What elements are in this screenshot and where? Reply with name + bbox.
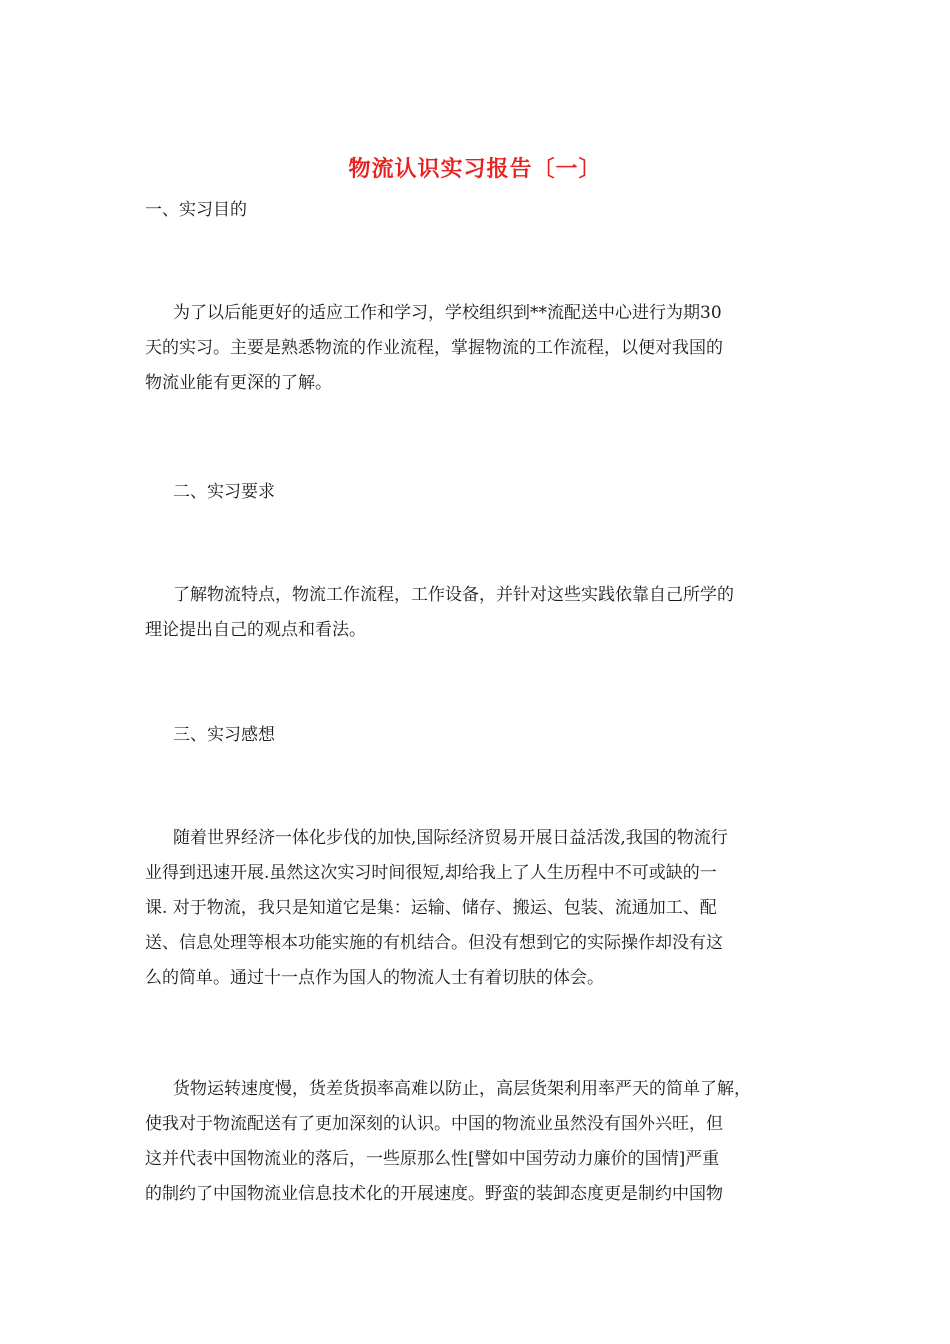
text-line: 么的简单。通过十一点作为国人的物流人士有着切肤的体会。 — [145, 968, 604, 988]
text-line: 为了以后能更好的适应工作和学习，学校组织到**流配送中心进行为期30 — [173, 303, 722, 323]
text-line: 理论提出自己的观点和看法。 — [145, 620, 366, 640]
text-line: 课. 对于物流，我只是知道它是集：运输、储存、搬运、包装、流通加工、配 — [145, 898, 717, 918]
text-line: 这并代表中国物流业的落后，一些原那么性[譬如中国劳动力廉价的国情]严重 — [145, 1149, 720, 1169]
section-heading-purpose: 一、实习目的 — [145, 200, 247, 220]
text-line: 送、信息处理等根本功能实施的有机结合。但没有想到它的实际操作却没有这 — [145, 933, 723, 953]
document-title: 物流认识实习报告〔一〕 — [348, 156, 602, 182]
paragraph-reflections-1 — [145, 821, 825, 996]
text-line: 的制约了中国物流业信息技术化的开展速度。野蛮的装卸态度更是制约中国物 — [145, 1184, 723, 1204]
text-line: 使我对于物流配送有了更加深刻的认识。中国的物流业虽然没有国外兴旺，但 — [145, 1114, 723, 1134]
text-line: 物流业能有更深的了解。 — [145, 373, 332, 393]
text-line: 随着世界经济一体化步伐的加快,国际经济贸易开展日益活泼,我国的物流行 — [173, 828, 728, 848]
paragraph-purpose — [145, 296, 825, 401]
paragraph-requirements — [145, 578, 825, 648]
text-line: 货物运转速度慢，货差货损率高难以防止，高层货架利用率严天的简单了解， — [173, 1079, 751, 1099]
section-heading-reflections: 三、实习感想 — [173, 725, 275, 745]
text-line: 了解物流特点，物流工作流程，工作设备，并针对这些实践依靠自己所学的 — [173, 585, 734, 605]
section-heading-requirements: 二、实习要求 — [173, 482, 275, 502]
text-line: 天的实习。主要是熟悉物流的作业流程，掌握物流的工作流程，以便对我国的 — [145, 338, 723, 358]
text-line: 业得到迅速开展.虽然这次实习时间很短,却给我上了人生历程中不可或缺的一 — [145, 863, 717, 883]
paragraph-reflections-2 — [145, 1072, 825, 1212]
